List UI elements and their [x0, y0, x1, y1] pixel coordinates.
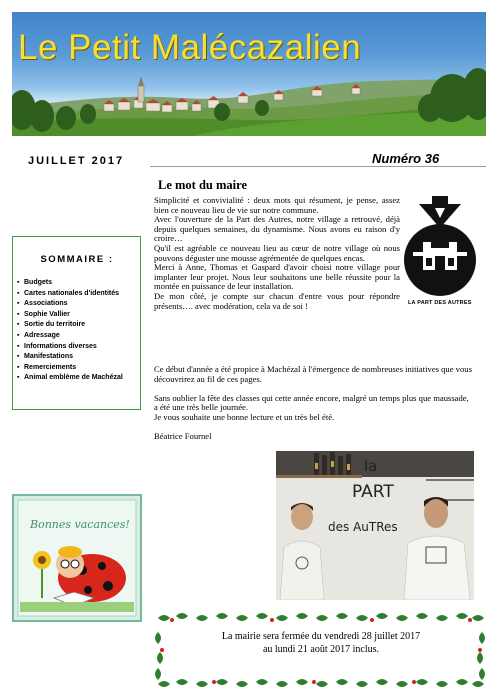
toc-item: ▪ Sophie Vallier: [17, 310, 137, 321]
la-part-des-autres-logo: [402, 194, 478, 312]
toc-item: ▪ Informations diverses: [17, 342, 137, 353]
toc-item: ▪ Adressage: [17, 331, 137, 342]
bonnes-vacances-card: [12, 494, 142, 622]
article-paragraph: De mon côté, je compte sur chacun d'entre vous pour répondre présents…. avec modération, cela va de soi !: [154, 290, 400, 311]
article-paragraph: Simplicité et convivialité : deux mots qui résument, je pense, assez bien ce nouveau lieu de vie sur notre commune.: [154, 195, 400, 215]
article-body-narrow: [154, 196, 400, 311]
header-divider: [150, 166, 486, 167]
article-paragraph: Merci à Anne, Thomas et Gaspard d'avoir choisi notre village pour implanter leur projet. Nous leur souhaitons une belle réussite pour la montée en puissance de leur installation.: [154, 262, 400, 292]
toc-item: ▪ Sortie du territoire: [17, 320, 137, 331]
article-paragraph: Sans oublier la fête des classes qui cette année encore, malgré un temps plus que maussade, a été une très belle journée.: [154, 392, 469, 413]
article-heading: Le mot du maire: [158, 178, 247, 192]
toc-item: ▪ Animal emblème de Machézal: [17, 373, 137, 384]
toc-item: ▪ Remerciements: [17, 363, 137, 374]
closure-notice: [154, 610, 488, 690]
article-paragraph: Qu'il est agréable ce nouveau lieu au cœur de notre village où nous pouvons déguster une mousse agrémentée de quelques encas.: [154, 242, 400, 263]
cafe-owners-photo: [276, 451, 474, 600]
toc-item: ▪ Manifestations: [17, 352, 137, 363]
vacation-greeting: Bonnes vacances!: [30, 518, 130, 531]
wall-lettering-part: PART: [352, 482, 394, 502]
article-paragraph: Ce début d'année a été propice à Machézal à l'émergence de nombreuses initiatives que vous découvrirez au fil de ces pages.: [154, 364, 472, 384]
toc-item: ▪ Associations: [17, 299, 137, 310]
toc-item: ▪ Budgets: [17, 278, 137, 289]
article-body-wide: [154, 365, 474, 442]
closure-notice-line-1: La mairie sera fermée du vendredi 28 juillet 2017: [221, 631, 421, 642]
newsletter-title: Le Petit Malécazalien: [18, 28, 362, 67]
wall-lettering-des-autres: des AuTRes: [328, 520, 398, 534]
table-of-contents: [12, 236, 141, 410]
wall-lettering-la: la: [364, 457, 378, 475]
toc-list: [17, 278, 137, 384]
issue-date: JUILLET 2017: [28, 155, 125, 167]
toc-title: SOMMAIRE :: [40, 254, 114, 265]
header-banner: [12, 12, 486, 136]
article-paragraph: Je vous souhaite une bonne lecture et un très bel été.: [154, 411, 335, 422]
article-signature: Béatrice Fournel: [154, 431, 212, 442]
issue-number: Numéro 36: [372, 151, 440, 166]
toc-item: ▪ Cartes nationales d'identités: [17, 289, 137, 300]
closure-notice-text: [154, 630, 488, 656]
logo-caption: LA PART DES AUTRES: [408, 300, 472, 306]
closure-notice-line-2: au lundi 21 août 2017 inclus.: [262, 644, 380, 655]
article-paragraph: Avec l'ouverture de la Part des Autres, notre village a retrouvé, déjà depuis quelques semaines, du dynamisme. Nous avons eu raison d'y croire…: [154, 214, 400, 244]
